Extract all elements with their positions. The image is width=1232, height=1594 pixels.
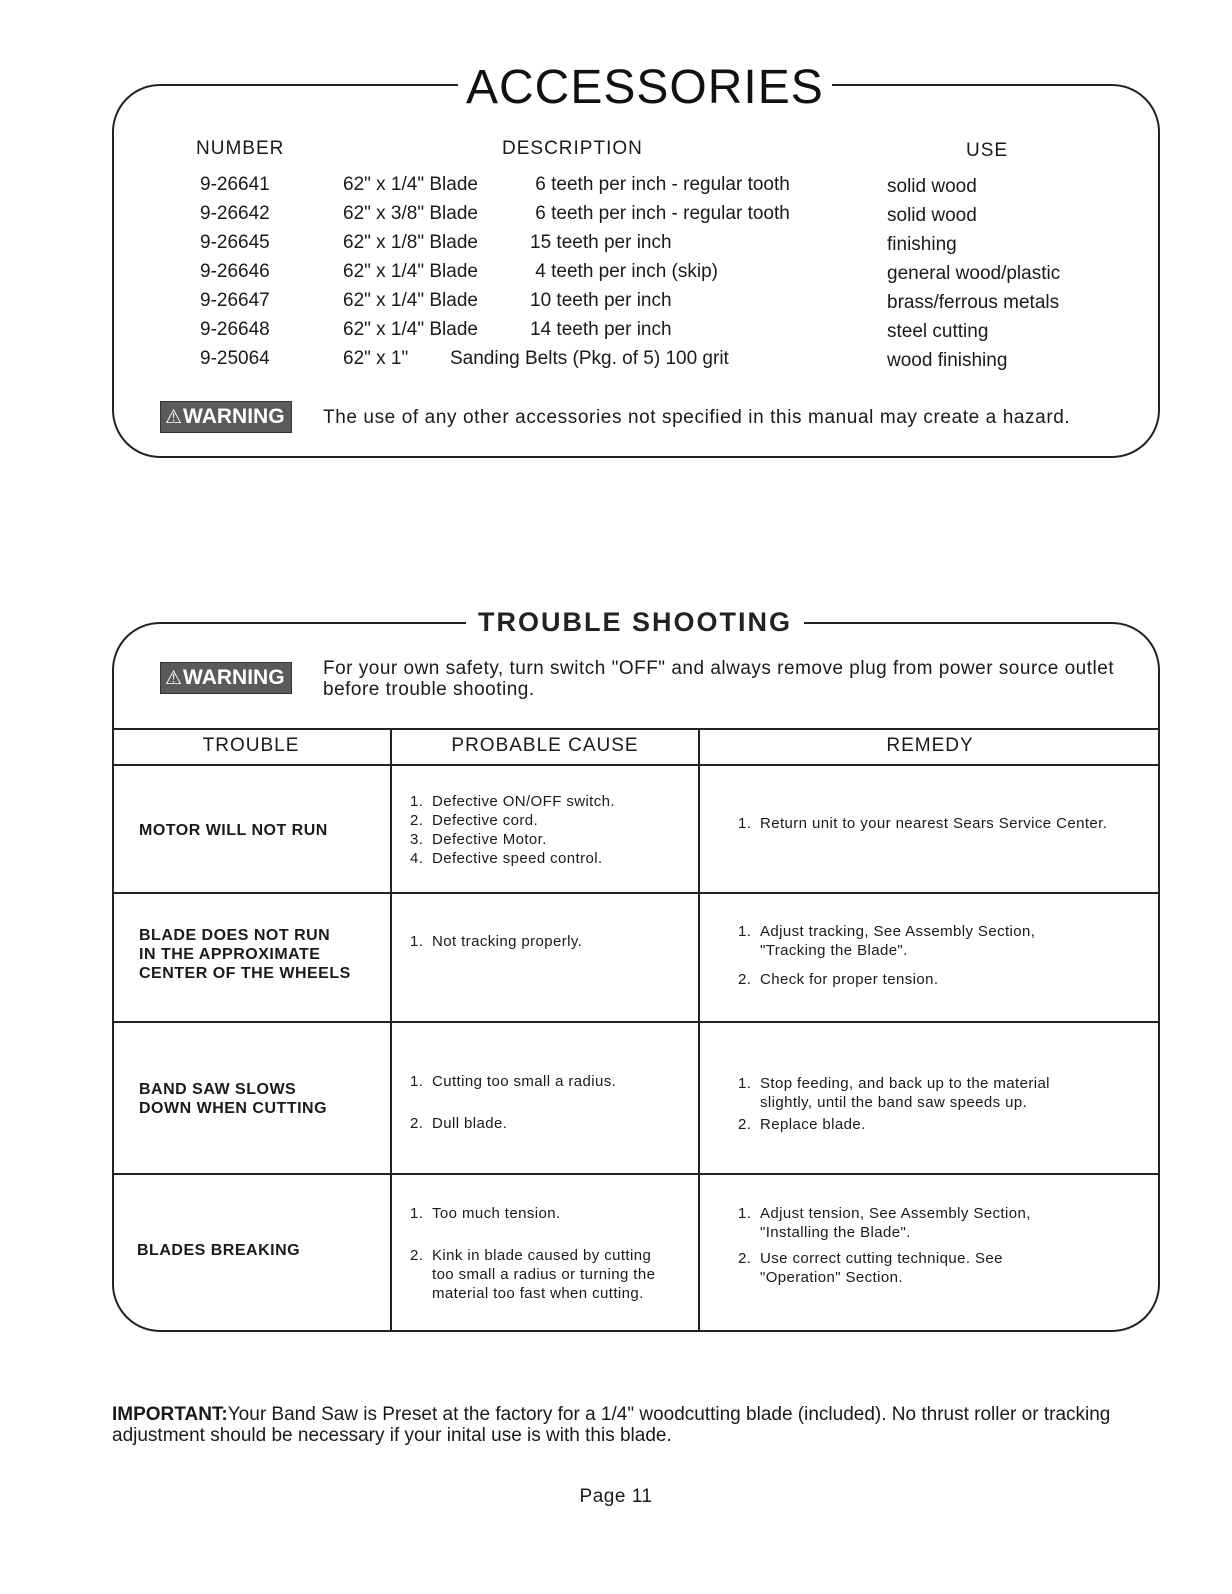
trouble-line: BLADE DOES NOT RUN [139, 927, 331, 944]
accessory-number: 9-26645 [200, 232, 270, 253]
accessory-row [0, 319, 1232, 347]
cause-item [410, 830, 615, 849]
item-number: 2. [410, 812, 424, 829]
item-number: 1. [410, 933, 424, 950]
table-border-top [112, 728, 1160, 730]
accessory-row [0, 290, 1232, 318]
item-text: Use correct cutting technique. See [760, 1250, 1003, 1267]
accessory-description: 6 teeth per inch - regular tooth [530, 174, 790, 195]
item-text: Adjust tension, See Assembly Section, [760, 1205, 1031, 1222]
item-text: Adjust tracking, See Assembly Section, [760, 923, 1036, 940]
item-number: 1. [738, 923, 752, 940]
trouble-line: BAND SAW SLOWS [139, 1081, 297, 1098]
item-number: 4. [410, 850, 424, 867]
remedy-list [738, 922, 1035, 989]
column-header-trouble: TROUBLE [202, 735, 300, 756]
warning-label: WARNING [183, 405, 285, 428]
item-text: "Tracking the Blade". [760, 942, 908, 959]
item-text: too small a radius or turning the [432, 1266, 656, 1283]
accessory-use: solid wood [887, 176, 977, 197]
trouble-label [139, 926, 351, 983]
accessory-description: 10 teeth per inch [530, 290, 672, 311]
trouble-line: IN THE APPROXIMATE [139, 946, 321, 963]
accessories-warning-text: The use of any other accessories not specified in this manual may create a hazard. [323, 407, 1071, 428]
cause-list [410, 1204, 655, 1303]
item-text: material too fast when cutting. [432, 1285, 644, 1302]
item-number: 2. [410, 1247, 424, 1264]
important-text: Your Band Saw is Preset at the factory for a 1/4" woodcutting blade (included). No thrust roller or tracking adjustment should be necessary if your inital use is with this blade. [112, 1404, 1111, 1446]
remedy-item [738, 922, 1035, 960]
accessory-use: finishing [887, 234, 957, 255]
trouble-label [139, 821, 328, 840]
item-number: 1. [410, 1073, 424, 1090]
cause-item [410, 1204, 655, 1223]
remedy-item [738, 1074, 1050, 1112]
remedy-item [738, 1115, 1050, 1134]
important-note [112, 1404, 1182, 1446]
warning-label: WARNING [183, 666, 285, 689]
accessory-size: 62" x 1/4" Blade [343, 319, 478, 340]
header-number: NUMBER [196, 138, 285, 159]
item-text: "Installing the Blade". [760, 1224, 911, 1241]
troubleshooting-warning-text: For your own safety, turn switch "OFF" and always remove plug from power source outlet before trouble shooting. [323, 658, 1115, 700]
accessory-description: Sanding Belts (Pkg. of 5) 100 grit [450, 348, 729, 369]
accessory-number: 9-26646 [200, 261, 270, 282]
item-text: Too much tension. [432, 1205, 561, 1222]
accessory-number: 9-26642 [200, 203, 270, 224]
item-number: 1. [410, 793, 424, 810]
item-text: Check for proper tension. [760, 971, 939, 988]
remedy-item [738, 1204, 1031, 1242]
item-text: Dull blade. [432, 1115, 508, 1132]
remedy-list [738, 814, 1107, 833]
item-text: Defective ON/OFF switch. [432, 793, 615, 810]
item-number: 1. [410, 1205, 424, 1222]
item-number: 3. [410, 831, 424, 848]
column-header-remedy: REMEDY [886, 735, 974, 756]
item-number: 2. [738, 1116, 752, 1133]
cause-list [410, 932, 582, 951]
item-text: Kink in blade caused by cutting [432, 1247, 652, 1264]
cause-list [410, 792, 615, 868]
cause-item [410, 932, 582, 951]
accessory-number: 9-26648 [200, 319, 270, 340]
row-divider [112, 1173, 1160, 1175]
item-text: "Operation" Section. [760, 1269, 903, 1286]
cause-list [410, 1072, 616, 1133]
accessories-title: ACCESSORIES [458, 58, 832, 118]
remedy-list [738, 1074, 1050, 1134]
warning-badge [160, 662, 292, 694]
page-number: Page 11 [579, 1486, 653, 1507]
remedy-item [738, 970, 1035, 989]
item-number: 2. [738, 971, 752, 988]
troubleshooting-title: TROUBLE SHOOTING [466, 604, 804, 640]
row-divider [112, 1021, 1160, 1023]
trouble-label [139, 1080, 327, 1118]
column-header-cause: PROBABLE CAUSE [451, 735, 639, 756]
column-divider [390, 728, 392, 1331]
remedy-list [738, 1204, 1031, 1287]
accessory-number: 9-26641 [200, 174, 270, 195]
cause-item [410, 792, 615, 811]
item-number: 2. [410, 1115, 424, 1132]
item-text: Stop feeding, and back up to the material [760, 1075, 1050, 1092]
item-text: Cutting too small a radius. [432, 1073, 617, 1090]
item-number: 2. [738, 1250, 752, 1267]
remedy-item [738, 1249, 1031, 1287]
accessory-size: 62" x 1" [343, 348, 409, 369]
accessory-size: 62" x 1/4" Blade [343, 174, 478, 195]
important-label: IMPORTANT: [112, 1404, 228, 1425]
row-divider [112, 892, 1160, 894]
item-number: 1. [738, 815, 752, 832]
accessory-use: solid wood [887, 205, 977, 226]
accessory-description: 6 teeth per inch - regular tooth [530, 203, 790, 224]
accessory-size: 62" x 3/8" Blade [343, 203, 478, 224]
cause-item [410, 811, 615, 830]
warning-badge [160, 401, 292, 433]
item-text: Replace blade. [760, 1116, 866, 1133]
cause-item [410, 849, 615, 868]
trouble-label [137, 1241, 300, 1260]
header-use: USE [966, 140, 1009, 161]
cause-item [410, 1246, 655, 1303]
item-text: Defective speed control. [432, 850, 603, 867]
accessory-use: steel cutting [887, 321, 989, 342]
item-text: Defective Motor. [432, 831, 547, 848]
accessory-number: 9-26647 [200, 290, 270, 311]
trouble-line: CENTER OF THE WHEELS [139, 965, 351, 982]
item-text: Defective cord. [432, 812, 539, 829]
accessory-use: brass/ferrous metals [887, 292, 1060, 313]
trouble-line: BLADES BREAKING [137, 1242, 301, 1259]
table-header-divider [112, 764, 1160, 766]
trouble-line: MOTOR WILL NOT RUN [139, 822, 328, 839]
trouble-line: DOWN WHEN CUTTING [139, 1100, 328, 1117]
accessory-size: 62" x 1/4" Blade [343, 290, 478, 311]
accessory-number: 9-25064 [200, 348, 270, 369]
warning-triangle-icon: ⚠ [165, 407, 183, 428]
accessory-use: general wood/plastic [887, 263, 1061, 284]
accessory-use: wood finishing [887, 350, 1008, 371]
warning-triangle-icon: ⚠ [165, 668, 183, 689]
accessory-description: 4 teeth per inch (skip) [530, 261, 718, 282]
accessory-row [0, 348, 1232, 376]
header-description: DESCRIPTION [502, 138, 643, 159]
accessory-row [0, 174, 1232, 202]
accessory-row [0, 232, 1232, 260]
item-text: slightly, until the band saw speeds up. [760, 1094, 1028, 1111]
item-number: 1. [738, 1075, 752, 1092]
cause-item [410, 1114, 616, 1133]
item-text: Return unit to your nearest Sears Service Center. [760, 815, 1108, 832]
accessory-row [0, 261, 1232, 289]
accessory-size: 62" x 1/8" Blade [343, 232, 478, 253]
accessory-description: 15 teeth per inch [530, 232, 672, 253]
accessory-size: 62" x 1/4" Blade [343, 261, 478, 282]
accessory-description: 14 teeth per inch [530, 319, 672, 340]
item-number: 1. [738, 1205, 752, 1222]
item-text: Not tracking properly. [432, 933, 583, 950]
remedy-item [738, 814, 1107, 833]
column-divider [698, 728, 700, 1331]
accessory-row [0, 203, 1232, 231]
cause-item [410, 1072, 616, 1091]
